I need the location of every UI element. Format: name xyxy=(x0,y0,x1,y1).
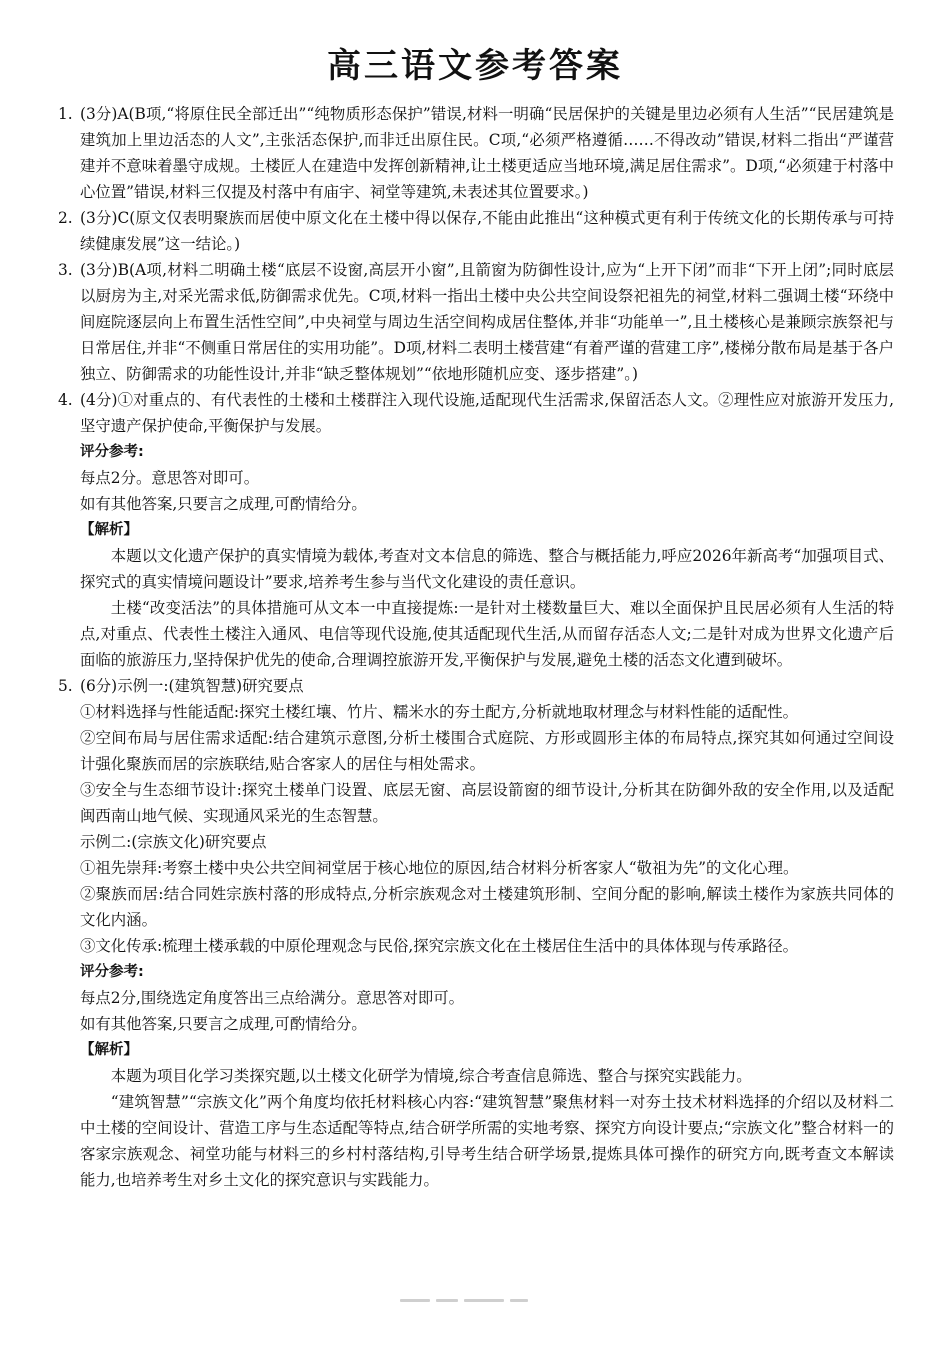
question-number: 3. xyxy=(58,261,73,279)
example-point: ②聚族而居:结合同姓宗族村落的形成特点,分析宗族观念对土楼建筑形制、空间分配的影响,解读土楼作为家族共同体的文化内涵。 xyxy=(80,885,894,929)
question-number: 4. xyxy=(58,391,73,409)
question-5 xyxy=(58,673,894,1193)
analysis-label: 【解析】 xyxy=(80,1042,138,1058)
example-point: ③文化传承:梳理土楼承载的中原伦理观念与民俗,探究宗族文化在土楼居住生活中的具体体现与传承路径。 xyxy=(80,937,799,955)
answer-text: (3分)A(B项,“将原住民全部迁出”“纯物质形态保护”错误,材料一明确“民居保护的关键是里边必须有人生活”“民居建筑是建筑加上里边活态的人文”,主张活态保护,而非迁出原住民。C项,“必须严格遵循……不得改动”错误,材料二指出“严谨营建并不意味着墨守成规。土楼匠人在建造中发挥创新精神,让土楼更适应当地环境,满足居住需求”。D项,“必须建于村落中心位置”错误,材料三仅提及村落中有庙宇、祠堂等建筑,未表述其位置要求。) xyxy=(80,105,894,201)
example-point: ①祖先崇拜:考察土楼中央公共空间祠堂居于核心地位的原因,结合材料分析客家人“敬祖为先”的文化心理。 xyxy=(80,859,799,877)
answer-text: (4分)①对重点的、有代表性的土楼和土楼群注入现代设施,适配现代生活需求,保留活态人文。②理性应对旅游开发压力,坚守遗产保护使命,平衡保护与发展。 xyxy=(80,391,894,435)
question-1 xyxy=(58,101,894,205)
analysis-paragraph: 本题以文化遗产保护的真实情境为载体,考查对文本信息的筛选、整合与概括能力,呼应2026年新高考“加强项目式、探究式的真实情境问题设计”要求,培养考生参与当代文化建设的责任意识。 xyxy=(80,547,894,591)
example-heading: 示例二:(宗族文化)研究要点 xyxy=(80,833,267,851)
example-heading: (6分)示例一:(建筑智慧)研究要点 xyxy=(80,677,304,695)
answer-text: (3分)B(A项,材料二明确土楼“底层不设窗,高层开小窗”,且箭窗为防御性设计,应为“上开下闭”而非“下开上闭”;同时底层以厨房为主,对采光需求低,防御需求优先。C项,材料一指出土楼中央公共空间设祭祀祖先的祠堂,材料二强调土楼“环绕中间庭院逐层向上布置生活性空间”,中央祠堂与周边生活空间构成居住整体,并非“功能单一”,且土楼核心是兼顾宗族祭祀与日常居住,并非“不侧重日常居住的实用功能”。D项,材料二表明土楼营建“有着严谨的营建工序”,楼梯分散布局是基于各户独立、防御需求的功能性设计,并非“缺乏整体规划”“依地形随机应变、逐步搭建”。) xyxy=(80,261,894,383)
question-number: 1. xyxy=(58,105,73,123)
scoring-line: 如有其他答案,只要言之成理,可酌情给分。 xyxy=(80,1015,367,1033)
scoring-line: 每点2分,围绕选定角度答出三点给满分。意思答对即可。 xyxy=(80,989,465,1007)
scoring-label: 评分参考: xyxy=(80,444,144,460)
analysis-paragraph: “建筑智慧”“宗族文化”两个角度均依托材料核心内容:“建筑智慧”聚焦材料一对夯土技术材料选择的介绍以及材料二中土楼的空间设计、营造工序与生态适配等特点,结合研学所需的实地考察、探究方向设计要点;“宗族文化”整合材料一的客家宗族观念、祠堂功能与材料三的乡村村落结构,引导考生结合研学场景,提炼具体可操作的研究方向,既考查文本解读能力,也培养考生对乡土文化的探究意识与实践能力。 xyxy=(80,1093,894,1189)
example-point: ②空间布局与居住需求适配:结合建筑示意图,分析土楼围合式庭院、方形或圆形主体的布局特点,探究其如何通过空间设计强化聚族而居的宗族联结,贴合客家人的居住与相处需求。 xyxy=(80,729,894,773)
scoring-line: 如有其他答案,只要言之成理,可酌情给分。 xyxy=(80,495,367,513)
footer-faint-mark xyxy=(400,1296,560,1304)
analysis-label: 【解析】 xyxy=(80,522,138,538)
example-point: ①材料选择与性能适配:探究土楼红壤、竹片、糯米水的夯土配方,分析就地取材理念与材料性能的适配性。 xyxy=(80,703,799,721)
example-point: ③安全与生态细节设计:探究土楼单门设置、底层无窗、高层设箭窗的细节设计,分析其在防御外敌的安全作用,以及适配闽西南山地气候、实现通风采光的生态智慧。 xyxy=(80,781,894,825)
question-3 xyxy=(58,257,894,387)
analysis-paragraph: 本题为项目化学习类探究题,以土楼文化研学为情境,综合考查信息筛选、整合与探究实践能力。 xyxy=(110,1067,752,1085)
scoring-label: 评分参考: xyxy=(80,964,144,980)
question-4 xyxy=(58,387,894,673)
analysis-paragraph: 土楼“改变活法”的具体措施可从文本一中直接提炼:一是针对土楼数量巨大、难以全面保护且民居必须有人生活的特点,对重点、代表性土楼注入通风、电信等现代设施,使其适配现代生活,从而留存活态人文;二是针对成为世界文化遗产后面临的旅游压力,坚持保护优先的使命,合理调控旅游开发,平衡保护与发展,避免土楼的活态文化遭到破坏。 xyxy=(80,599,894,669)
answer-text: (3分)C(原文仅表明聚族而居使中原文化在土楼中得以保存,不能由此推出“这种模式更有利于传统文化的长期传承与可持续健康发展”这一结论。) xyxy=(80,209,894,253)
question-number: 5. xyxy=(58,677,73,695)
question-number: 2. xyxy=(58,209,73,227)
scoring-line: 每点2分。意思答对即可。 xyxy=(80,469,260,487)
answer-content xyxy=(58,101,894,1193)
question-2 xyxy=(58,205,894,257)
page-title: 高三语文参考答案 xyxy=(327,46,623,86)
